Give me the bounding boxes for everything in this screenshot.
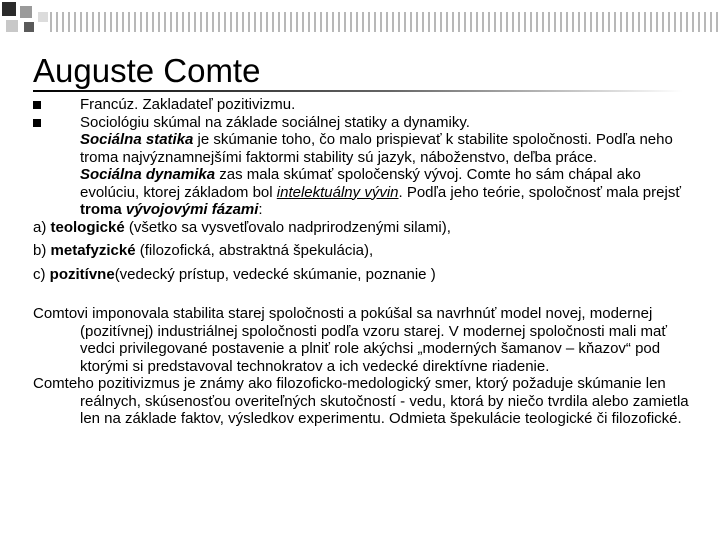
phase-item [33, 219, 703, 237]
phase-term: pozitívne [49, 265, 115, 283]
phases-term: vývojovými fázami [125, 201, 259, 218]
dynamika-paragraph [33, 166, 703, 219]
statika-text: je skúmanie toho, čo malo prispievať k stabilite spoločnosti. Podľa neho troma najvýznamnejšími faktormi stability sú jazyk, náboženstvo, deľba práce. [80, 131, 673, 166]
bullet-text: Sociológiu skúmal na základe sociálnej statiky a dynamiky. [80, 113, 470, 131]
phase-term: metafyzické [50, 242, 136, 259]
dynamika-term: Sociálna dynamika [80, 166, 216, 183]
intellectual-development: intelektuálny vývin [276, 183, 399, 201]
troma-term: troma [80, 201, 122, 218]
phase-item [33, 242, 703, 260]
bullet-item [33, 114, 703, 132]
phase-prefix: a) [33, 218, 51, 236]
statika-term: Sociálna statika [80, 131, 194, 148]
body-paragraph: Comteho pozitivizmus je známy ako filozoficko-medologický smer, ktorý požaduje skúmanie len reálnych, skúsenosťou overiteľných skutočností - vedu, ktorá by niečo tvrdila alebo zamietla len na základe faktov, výsledkov experimentu. Odmieta špekulácie teologické či filozofické. [33, 375, 689, 427]
statika-paragraph [33, 131, 703, 166]
dynamika-text: zas mala skúmať spoločenský vývoj. Comte ho sám chápal ako evolúciu, ktorej základom bol [80, 166, 641, 201]
slide-title: Auguste Comte [33, 52, 261, 89]
title-underline [33, 90, 683, 92]
phase-desc: (všetko sa vysvetľovalo nadprirodzenými silami), [124, 218, 451, 236]
dynamika-text: . Podľa jeho teórie, spoločnosť mala prejsť [398, 183, 681, 201]
slide-content [33, 96, 703, 428]
colon: : [258, 201, 263, 218]
phase-desc: (filozofická, abstraktná špekulácia), [135, 242, 374, 259]
bullet-item [33, 96, 703, 114]
phase-term: teologické [50, 218, 125, 236]
phase-desc: (vedecký prístup, vedecké skúmanie, poznanie ) [114, 265, 436, 283]
phase-prefix: b) [33, 242, 51, 259]
square-bullet-icon [33, 119, 41, 127]
square-bullet-icon [33, 101, 41, 109]
bullet-text: Francúz. Zakladateľ pozitivizmu. [80, 96, 296, 113]
decorative-band [50, 12, 720, 32]
phase-prefix: c) [33, 265, 50, 283]
phase-item [33, 266, 703, 284]
body-paragraph: Comtovi imponovala stabilita starej spoločnosti a pokúšal sa navrhnúť model novej, modernej (pozitívnej) industriálnej spoločnosti podľa vzoru starej. V modernej spoločnosti mali mať vedci privilegované postavenie a plniť role akýchsi „moderných šamanov – kňazov“ pod ktorými si predstavoval technokratov a ich vedecké direktívne riadenie. [33, 305, 667, 375]
